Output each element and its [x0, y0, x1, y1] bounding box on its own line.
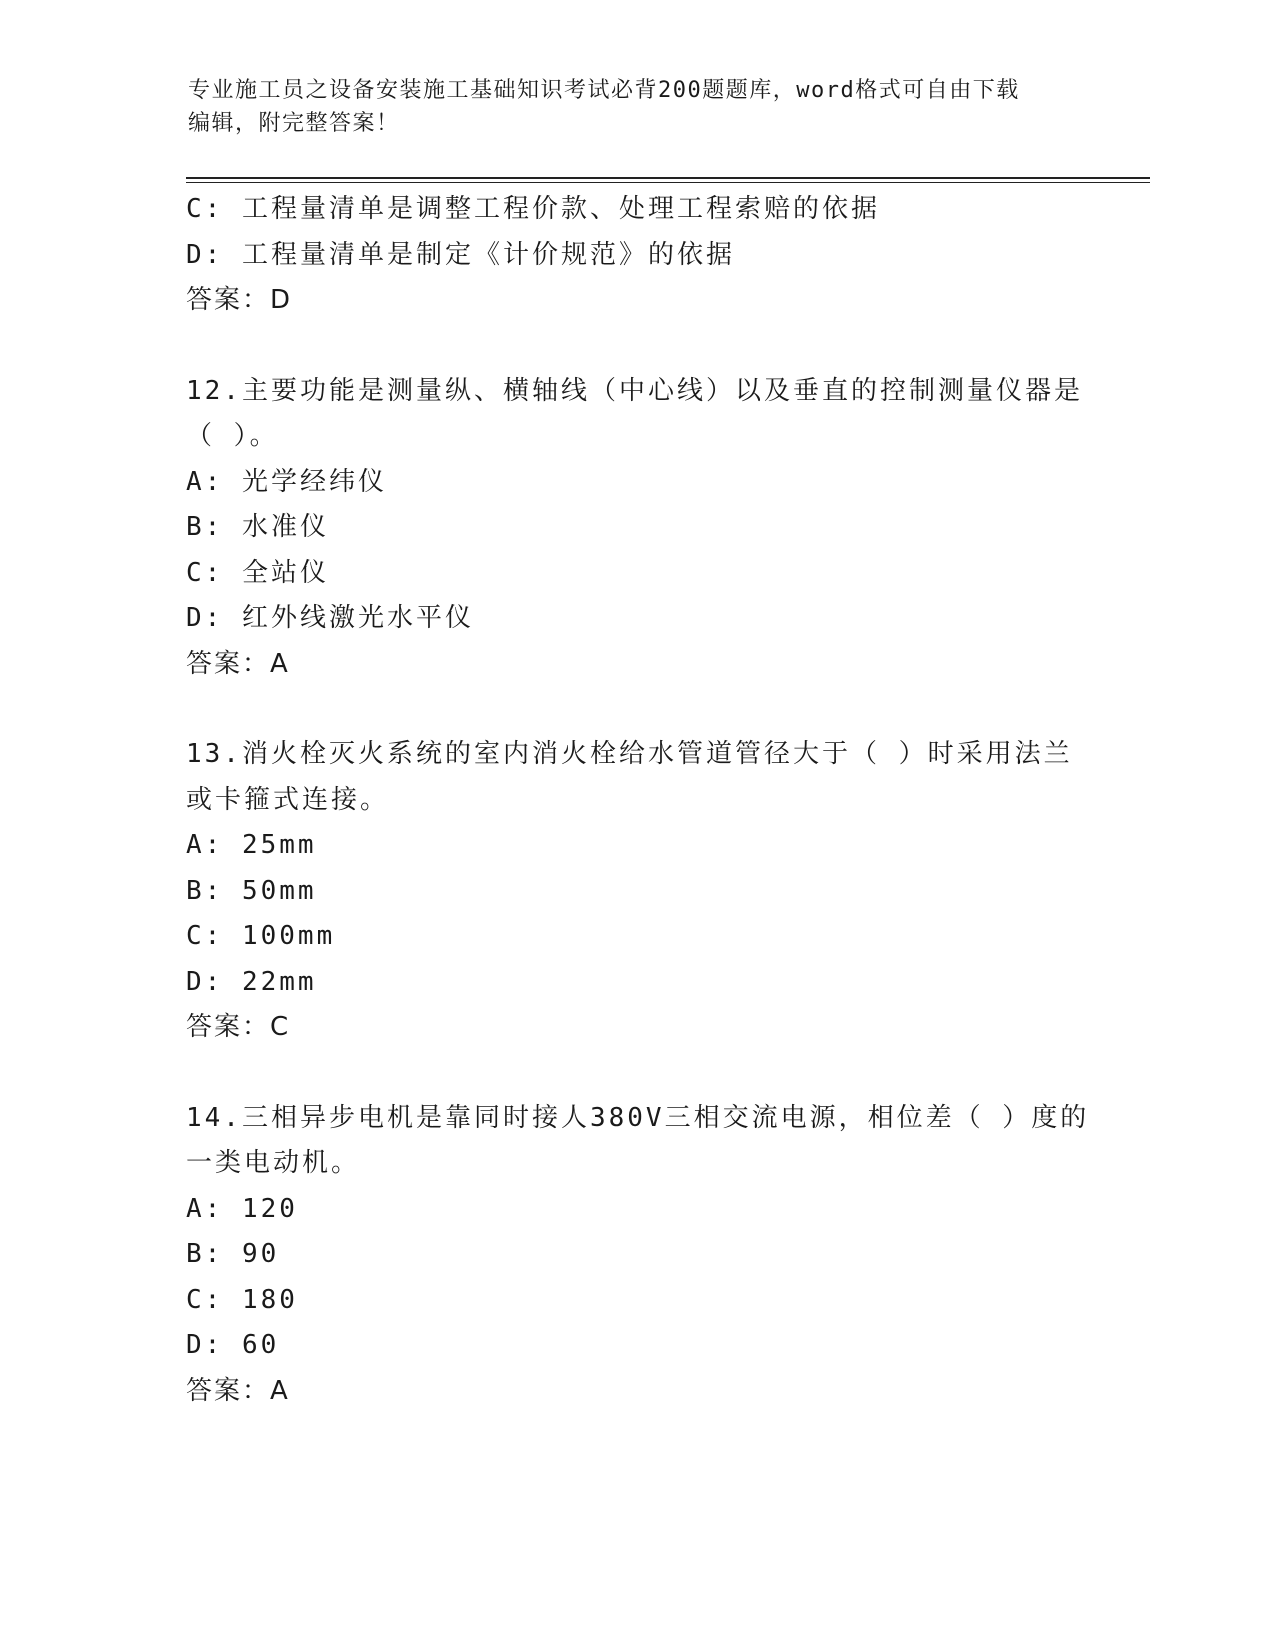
option-a: A: 25mm	[186, 830, 317, 860]
answer-line: 答案：A	[186, 1375, 290, 1406]
header-divider-thick	[186, 177, 1150, 179]
option-c: C: 100mm	[186, 921, 336, 951]
question-stem-line-2: 一类电动机。	[186, 1148, 361, 1178]
header-title-line-2: 编辑，附完整答案！	[188, 111, 400, 136]
option-d: D: 红外线激光水平仪	[186, 603, 474, 633]
answer-line: 答案：C	[186, 1012, 291, 1042]
spacer	[186, 1051, 1086, 1096]
option-b: B: 90	[186, 1239, 280, 1269]
option-d: D: 60	[186, 1330, 280, 1360]
option-c: C: 全站仪	[186, 557, 329, 588]
header-divider-thin	[186, 182, 1150, 183]
option-d: D: 22mm	[186, 966, 317, 997]
option-b: B: 50mm	[186, 875, 317, 906]
question-stem-line-1: 12.主要功能是测量纵、横轴线（中心线）以及垂直的控制测量仪器是	[186, 375, 1083, 406]
option-d: D: 工程量清单是制定《计价规范》的依据	[186, 239, 735, 270]
option-c: C: 工程量清单是调整工程价款、处理工程索赔的依据	[186, 194, 880, 224]
option-a: A: 光学经纬仪	[186, 466, 387, 497]
document-header	[188, 74, 1068, 140]
answer-line: 答案：D	[186, 285, 293, 315]
answer-line: 答案：A	[186, 648, 290, 679]
option-b: B: 水准仪	[186, 512, 329, 542]
option-a: A: 120	[186, 1193, 298, 1224]
question-stem-line-2: （ ）。	[186, 421, 279, 451]
question-content	[186, 187, 1090, 1414]
question-stem-line-1: 13.消火栓灭火系统的室内消火栓给水管道管径大于（ ）时采用法兰	[186, 739, 1073, 769]
question-stem-line-1: 14.三相异步电机是靠同时接人380V三相交流电源，相位差（ ）度的	[186, 1102, 1090, 1133]
header-title-line-1: 专业施工员之设备安装施工基础知识考试必背200题题库，word格式可自由下载	[188, 78, 1020, 103]
question-stem-line-2: 或卡箍式连接。	[186, 784, 390, 815]
continued-question-11	[186, 187, 1086, 324]
question-14	[186, 1096, 1090, 1415]
question-12	[186, 369, 1086, 688]
option-c: C: 180	[186, 1284, 298, 1315]
spacer	[186, 687, 1086, 732]
question-13	[186, 732, 1086, 1051]
spacer	[186, 324, 1086, 369]
